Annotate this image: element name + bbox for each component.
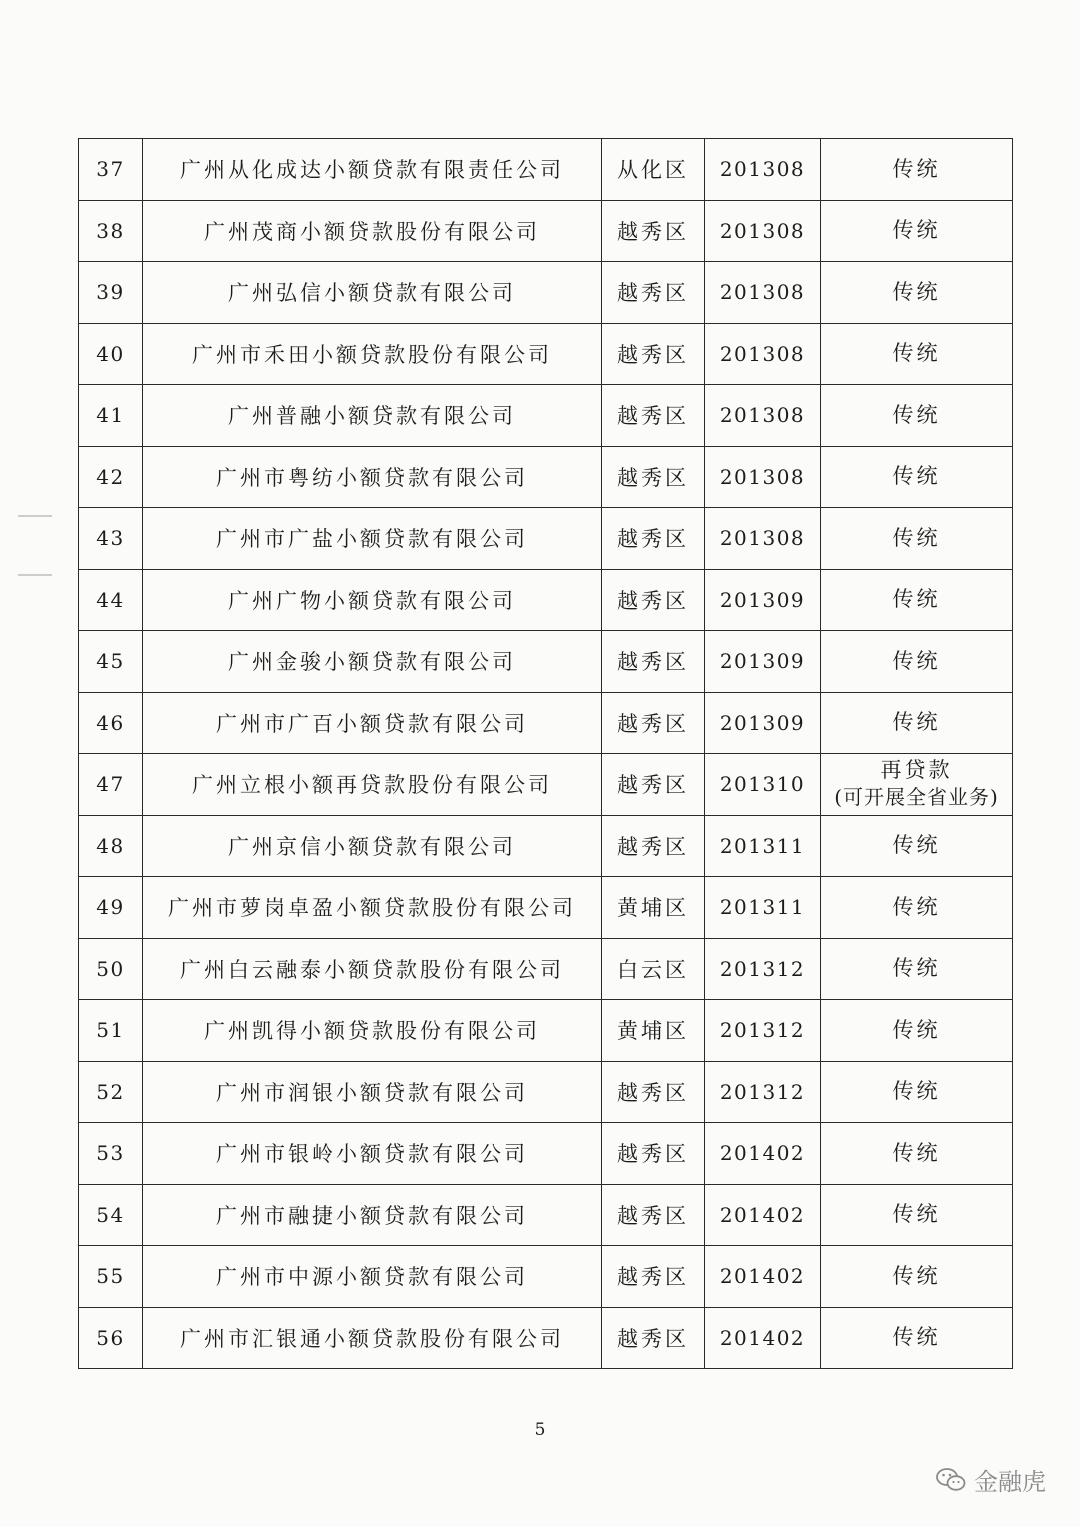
table-row <box>79 1184 1013 1246</box>
company-name-cell: 广州凯得小额贷款股份有限公司 <box>143 1000 602 1062</box>
district-cell: 越秀区 <box>602 1307 705 1369</box>
row-number-cell: 46 <box>79 692 143 754</box>
district-cell: 从化区 <box>602 139 705 201</box>
company-name-cell: 广州普融小额贷款有限公司 <box>143 385 602 447</box>
district-cell: 越秀区 <box>602 692 705 754</box>
district-cell: 越秀区 <box>602 262 705 324</box>
approval-date-cell: 201402 <box>705 1307 821 1369</box>
business-type-note: (可开展全省业务) <box>834 785 999 810</box>
wechat-icon <box>936 1467 966 1493</box>
district-cell: 越秀区 <box>602 200 705 262</box>
business-type: 传统 <box>892 402 941 427</box>
row-number-cell: 50 <box>79 938 143 1000</box>
company-name-cell: 广州市广盐小额贷款有限公司 <box>143 508 602 570</box>
row-number-cell: 38 <box>79 200 143 262</box>
table-row <box>79 139 1013 201</box>
business-type: 传统 <box>892 894 941 919</box>
row-number-cell: 39 <box>79 262 143 324</box>
table-row <box>79 1123 1013 1185</box>
approval-date-cell: 201308 <box>705 323 821 385</box>
table-row <box>79 631 1013 693</box>
business-type-cell <box>821 200 1013 262</box>
business-type: 传统 <box>892 525 941 550</box>
business-type-cell <box>821 508 1013 570</box>
business-type-cell <box>821 692 1013 754</box>
business-type-cell <box>821 877 1013 939</box>
table-row <box>79 569 1013 631</box>
business-type: 传统 <box>892 1263 941 1288</box>
business-type: 传统 <box>892 464 941 489</box>
row-number-cell: 44 <box>79 569 143 631</box>
business-type: 传统 <box>892 1140 941 1165</box>
row-number-cell: 37 <box>79 139 143 201</box>
table-row <box>79 1246 1013 1308</box>
business-type-cell <box>821 815 1013 877</box>
lender-table-body <box>79 139 1013 1369</box>
district-cell: 越秀区 <box>602 323 705 385</box>
row-number-cell: 56 <box>79 1307 143 1369</box>
district-cell: 黄埔区 <box>602 1000 705 1062</box>
approval-date-cell: 201402 <box>705 1184 821 1246</box>
page-number: 5 <box>534 1420 546 1440</box>
approval-date-cell: 201309 <box>705 692 821 754</box>
business-type-cell <box>821 323 1013 385</box>
approval-date-cell: 201308 <box>705 262 821 324</box>
approval-date-cell: 201308 <box>705 446 821 508</box>
district-cell: 越秀区 <box>602 1123 705 1185</box>
business-type-cell <box>821 139 1013 201</box>
table-row <box>79 754 1013 816</box>
approval-date-cell: 201311 <box>705 877 821 939</box>
district-cell: 越秀区 <box>602 754 705 816</box>
business-type-cell <box>821 1061 1013 1123</box>
business-type: 传统 <box>892 1017 941 1042</box>
table-row <box>79 1000 1013 1062</box>
district-cell: 越秀区 <box>602 1061 705 1123</box>
table-row <box>79 200 1013 262</box>
row-number-cell: 53 <box>79 1123 143 1185</box>
row-number-cell: 45 <box>79 631 143 693</box>
company-name-cell: 广州广物小额贷款有限公司 <box>143 569 602 631</box>
business-type: 传统 <box>892 710 941 735</box>
approval-date-cell: 201402 <box>705 1246 821 1308</box>
business-type: 传统 <box>892 956 941 981</box>
row-number-cell: 42 <box>79 446 143 508</box>
district-cell: 越秀区 <box>602 569 705 631</box>
row-number-cell: 43 <box>79 508 143 570</box>
table-row <box>79 262 1013 324</box>
table-row <box>79 692 1013 754</box>
district-cell: 越秀区 <box>602 508 705 570</box>
company-name-cell: 广州市润银小额贷款有限公司 <box>143 1061 602 1123</box>
business-type-cell <box>821 446 1013 508</box>
row-number-cell: 55 <box>79 1246 143 1308</box>
watermark-text: 金融虎 <box>974 1468 1046 1496</box>
watermark <box>936 1462 1046 1497</box>
row-number-cell: 41 <box>79 385 143 447</box>
company-name-cell: 广州从化成达小额贷款有限责任公司 <box>143 139 602 201</box>
approval-date-cell: 201308 <box>705 508 821 570</box>
business-type-cell <box>821 1307 1013 1369</box>
table-row <box>79 508 1013 570</box>
business-type: 传统 <box>892 279 941 304</box>
business-type-cell <box>821 754 1013 816</box>
business-type-cell <box>821 631 1013 693</box>
business-type: 传统 <box>892 648 941 673</box>
row-number-cell: 52 <box>79 1061 143 1123</box>
company-name-cell: 广州市萝岗卓盈小额贷款股份有限公司 <box>143 877 602 939</box>
company-name-cell: 广州白云融泰小额贷款股份有限公司 <box>143 938 602 1000</box>
approval-date-cell: 201312 <box>705 1000 821 1062</box>
business-type-cell <box>821 1184 1013 1246</box>
business-type: 传统 <box>892 1325 941 1350</box>
district-cell: 越秀区 <box>602 385 705 447</box>
approval-date-cell: 201308 <box>705 139 821 201</box>
table-row <box>79 877 1013 939</box>
approval-date-cell: 201308 <box>705 385 821 447</box>
scan-edge-mark <box>18 574 52 576</box>
company-name-cell: 广州市融捷小额贷款有限公司 <box>143 1184 602 1246</box>
row-number-cell: 51 <box>79 1000 143 1062</box>
district-cell: 越秀区 <box>602 815 705 877</box>
row-number-cell: 40 <box>79 323 143 385</box>
business-type: 传统 <box>892 587 941 612</box>
district-cell: 白云区 <box>602 938 705 1000</box>
row-number-cell: 54 <box>79 1184 143 1246</box>
district-cell: 越秀区 <box>602 1246 705 1308</box>
company-name-cell: 广州立根小额再贷款股份有限公司 <box>143 754 602 816</box>
approval-date-cell: 201308 <box>705 200 821 262</box>
company-name-cell: 广州京信小额贷款有限公司 <box>143 815 602 877</box>
table-row <box>79 385 1013 447</box>
business-type-cell <box>821 1000 1013 1062</box>
table-row <box>79 1307 1013 1369</box>
company-name-cell: 广州市汇银通小额贷款股份有限公司 <box>143 1307 602 1369</box>
district-cell: 越秀区 <box>602 446 705 508</box>
company-name-cell: 广州弘信小额贷款有限公司 <box>143 262 602 324</box>
row-number-cell: 48 <box>79 815 143 877</box>
company-name-cell: 广州市粤纺小额贷款有限公司 <box>143 446 602 508</box>
company-name-cell: 广州茂商小额贷款股份有限公司 <box>143 200 602 262</box>
table-row <box>79 446 1013 508</box>
district-cell: 越秀区 <box>602 1184 705 1246</box>
approval-date-cell: 201312 <box>705 1061 821 1123</box>
company-name-cell: 广州金骏小额贷款有限公司 <box>143 631 602 693</box>
table-row <box>79 1061 1013 1123</box>
scan-edge-mark <box>18 515 52 517</box>
business-type: 传统 <box>892 833 941 858</box>
lender-table <box>78 138 1013 1369</box>
approval-date-cell: 201312 <box>705 938 821 1000</box>
business-type-cell <box>821 938 1013 1000</box>
row-number-cell: 47 <box>79 754 143 816</box>
business-type: 传统 <box>892 341 941 366</box>
table-row <box>79 323 1013 385</box>
table-row <box>79 815 1013 877</box>
business-type: 传统 <box>892 1079 941 1104</box>
approval-date-cell: 201311 <box>705 815 821 877</box>
approval-date-cell: 201309 <box>705 631 821 693</box>
company-name-cell: 广州市禾田小额贷款股份有限公司 <box>143 323 602 385</box>
approval-date-cell: 201402 <box>705 1123 821 1185</box>
approval-date-cell: 201309 <box>705 569 821 631</box>
district-cell: 越秀区 <box>602 631 705 693</box>
business-type: 传统 <box>892 1202 941 1227</box>
business-type-cell <box>821 1246 1013 1308</box>
company-name-cell: 广州市银岭小额贷款有限公司 <box>143 1123 602 1185</box>
business-type: 传统 <box>892 156 941 181</box>
business-type: 再贷款 <box>880 758 953 783</box>
district-cell: 黄埔区 <box>602 877 705 939</box>
company-name-cell: 广州市中源小额贷款有限公司 <box>143 1246 602 1308</box>
business-type-cell <box>821 262 1013 324</box>
row-number-cell: 49 <box>79 877 143 939</box>
company-name-cell: 广州市广百小额贷款有限公司 <box>143 692 602 754</box>
business-type-cell <box>821 1123 1013 1185</box>
approval-date-cell: 201310 <box>705 754 821 816</box>
table-row <box>79 938 1013 1000</box>
business-type-cell <box>821 569 1013 631</box>
business-type: 传统 <box>892 218 941 243</box>
business-type-cell <box>821 385 1013 447</box>
